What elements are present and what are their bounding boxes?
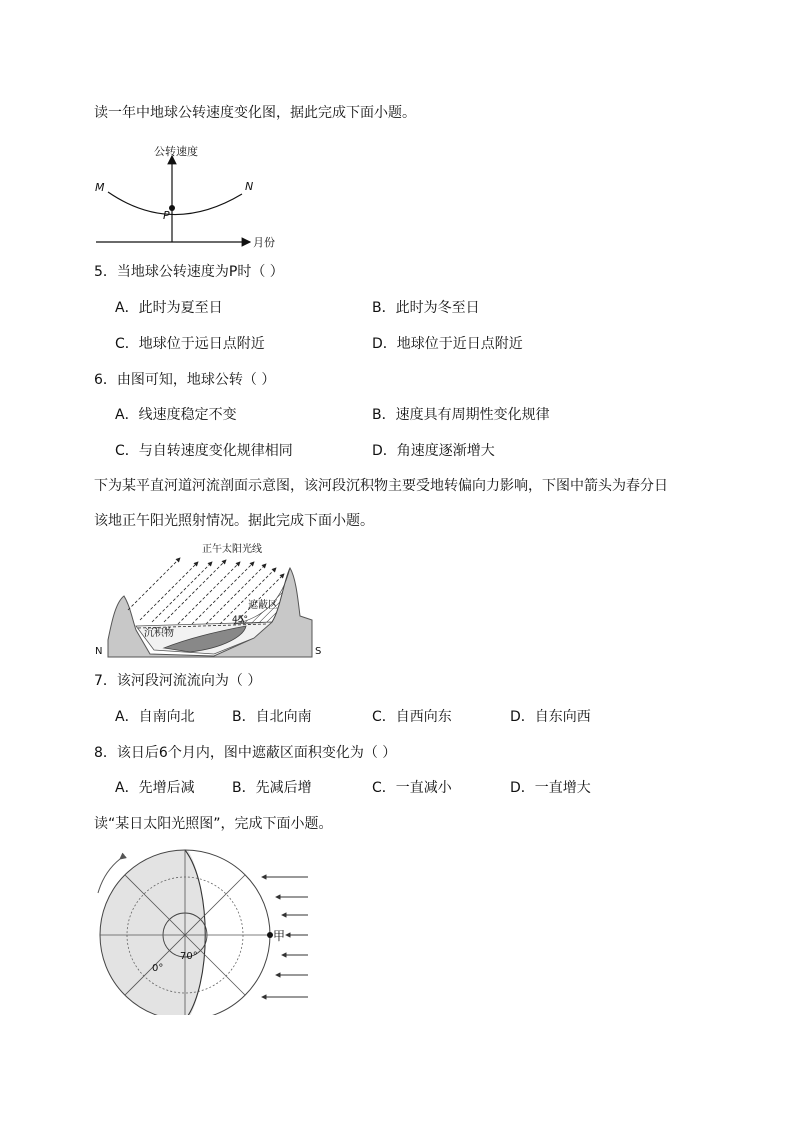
sunlight-figure [90, 845, 330, 1015]
q7-option-b[interactable]: B．自北向南 [232, 709, 312, 725]
q5-option-a[interactable]: A．此时为夏至日 [115, 300, 223, 316]
q5-stem: 5．当地球公转速度为P时（ ） [94, 264, 284, 280]
y-axis-label: 公转速度 [154, 145, 198, 158]
q7-option-d[interactable]: D．自东向西 [510, 709, 591, 725]
q6-option-b[interactable]: B．速度具有周期性变化规律 [372, 407, 550, 423]
q8-stem: 8．该日后6个月内，图中遮蔽区面积变化为（ ） [94, 745, 397, 761]
revolution-speed-figure [90, 138, 290, 256]
q8-option-a[interactable]: A．先增后减 [115, 780, 195, 796]
intro-2-line-2: 该地正午阳光照射情况。据此完成下面小题。 [94, 513, 374, 529]
point-p [169, 205, 175, 211]
q8-option-b[interactable]: B．先减后增 [232, 780, 312, 796]
label-jia: 甲 [273, 929, 286, 943]
q7-option-a[interactable]: A．自南向北 [115, 709, 195, 725]
north-label: N [95, 646, 103, 657]
label-70: 70° [180, 951, 198, 962]
q7-option-c[interactable]: C．自西向东 [372, 709, 452, 725]
q7-stem: 7．该河段河流流向为（ ） [94, 673, 262, 689]
q8-option-c[interactable]: C．一直减小 [372, 780, 452, 796]
sun-ray-label: 正午太阳光线 [202, 544, 262, 555]
q6-option-a[interactable]: A．线速度稳定不变 [115, 407, 237, 423]
x-axis-label: 月份 [253, 236, 275, 249]
shade-label: 遮蔽区 [248, 600, 278, 611]
sediment-label: 沉积物 [144, 628, 174, 639]
q5-option-b[interactable]: B．此时为冬至日 [372, 300, 480, 316]
angle-label: 45° [232, 615, 248, 625]
speed-curve [108, 192, 242, 215]
river-section-figure [94, 540, 326, 660]
intro-3: 读“某日太阳光照图”，完成下面小题。 [94, 816, 333, 832]
south-label: S [315, 646, 322, 657]
intro-2-line-1: 下为某平直河道河流剖面示意图，该河段沉积物主要受地转偏向力影响，下图中箭头为春分日 [94, 478, 668, 494]
q8-option-d[interactable]: D．一直增大 [510, 780, 591, 796]
intro-1: 读一年中地球公转速度变化图，据此完成下面小题。 [94, 105, 416, 121]
label-m: M [95, 181, 105, 194]
label-n: N [245, 180, 254, 193]
q6-option-c[interactable]: C．与自转速度变化规律相同 [115, 443, 293, 459]
night-side [90, 845, 205, 1015]
q5-option-d[interactable]: D．地球位于近日点附近 [372, 336, 523, 352]
label-p: P [163, 209, 170, 222]
q6-stem: 6．由图可知，地球公转（ ） [94, 372, 276, 388]
q6-option-d[interactable]: D．角速度逐渐增大 [372, 443, 495, 459]
label-0: 0° [152, 963, 164, 974]
q5-option-c[interactable]: C．地球位于远日点附近 [115, 336, 265, 352]
